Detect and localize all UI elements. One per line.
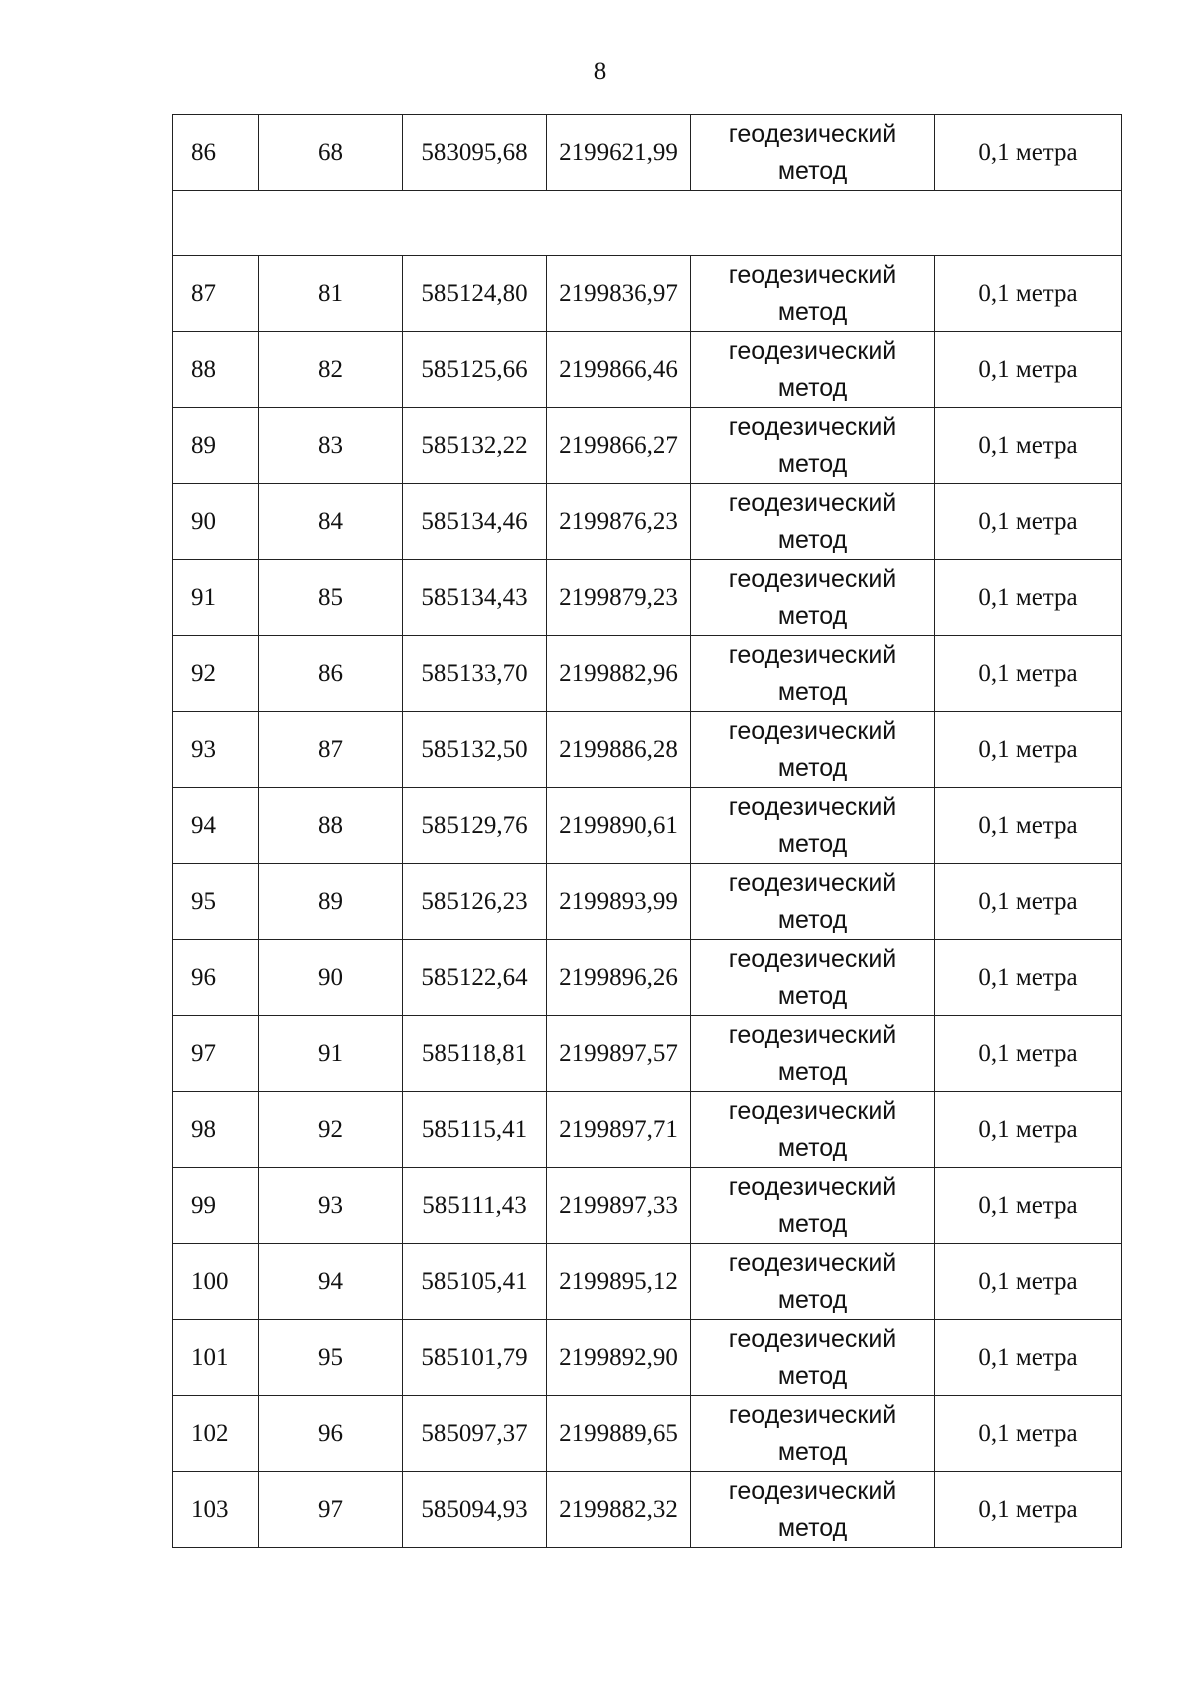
row-number-cell: 88 — [173, 332, 259, 408]
coordinates-table — [172, 114, 1122, 1548]
x-coordinate-cell: 585133,70 — [403, 636, 547, 712]
row-number-cell: 95 — [173, 864, 259, 940]
accuracy-cell: 0,1 метра — [935, 1092, 1122, 1168]
method-line-1: геодезический — [728, 716, 897, 745]
method-line-2: метод — [777, 1133, 848, 1162]
point-number-cell: 84 — [259, 484, 403, 560]
row-number-cell: 93 — [173, 712, 259, 788]
method-cell — [691, 1016, 935, 1092]
method-line-2: метод — [777, 1209, 848, 1238]
page-number: 8 — [593, 58, 607, 85]
method-cell — [691, 560, 935, 636]
method-line-2: метод — [777, 1513, 848, 1542]
method-cell — [691, 940, 935, 1016]
row-number-cell: 94 — [173, 788, 259, 864]
y-coordinate-cell: 2199882,32 — [547, 1472, 691, 1548]
table-row — [173, 1244, 1122, 1320]
method-line-2: метод — [777, 677, 848, 706]
accuracy-cell: 0,1 метра — [935, 636, 1122, 712]
accuracy-cell: 0,1 метра — [935, 1320, 1122, 1396]
method-cell — [691, 864, 935, 940]
method-line-2: метод — [777, 981, 848, 1010]
accuracy-cell: 0,1 метра — [935, 1396, 1122, 1472]
table-body-top — [173, 115, 1122, 191]
method-cell — [691, 115, 935, 191]
method-line-2: метод — [777, 905, 848, 934]
method-line-1: геодезический — [728, 1096, 897, 1125]
accuracy-cell: 0,1 метра — [935, 712, 1122, 788]
method-cell — [691, 484, 935, 560]
method-line-1: геодезический — [728, 260, 897, 289]
row-number-cell: 91 — [173, 560, 259, 636]
table-row — [173, 115, 1122, 191]
point-number-cell: 85 — [259, 560, 403, 636]
y-coordinate-cell: 2199866,46 — [547, 332, 691, 408]
y-coordinate-cell: 2199892,90 — [547, 1320, 691, 1396]
point-number-cell: 91 — [259, 1016, 403, 1092]
point-number-cell: 90 — [259, 940, 403, 1016]
row-number-cell: 86 — [173, 115, 259, 191]
y-coordinate-cell: 2199886,28 — [547, 712, 691, 788]
point-number-cell: 86 — [259, 636, 403, 712]
y-coordinate-cell: 2199895,12 — [547, 1244, 691, 1320]
point-number-cell: 88 — [259, 788, 403, 864]
y-coordinate-cell: 2199879,23 — [547, 560, 691, 636]
x-coordinate-cell: 585111,43 — [403, 1168, 547, 1244]
empty-merged-cell — [173, 191, 1122, 256]
accuracy-cell: 0,1 метра — [935, 1016, 1122, 1092]
row-number-cell: 100 — [173, 1244, 259, 1320]
point-number-cell: 82 — [259, 332, 403, 408]
method-line-2: метод — [777, 1285, 848, 1314]
table-gap-section — [173, 191, 1122, 256]
method-line-2: метод — [777, 297, 848, 326]
method-cell — [691, 636, 935, 712]
point-number-cell: 68 — [259, 115, 403, 191]
method-line-1: геодезический — [728, 1172, 897, 1201]
method-line-1: геодезический — [728, 412, 897, 441]
x-coordinate-cell: 585125,66 — [403, 332, 547, 408]
accuracy-cell: 0,1 метра — [935, 408, 1122, 484]
accuracy-cell: 0,1 метра — [935, 1244, 1122, 1320]
x-coordinate-cell: 585129,76 — [403, 788, 547, 864]
x-coordinate-cell: 585132,22 — [403, 408, 547, 484]
method-cell — [691, 712, 935, 788]
point-number-cell: 93 — [259, 1168, 403, 1244]
row-number-cell: 102 — [173, 1396, 259, 1472]
table-row — [173, 712, 1122, 788]
accuracy-cell: 0,1 метра — [935, 940, 1122, 1016]
point-number-cell: 97 — [259, 1472, 403, 1548]
method-line-1: геодезический — [728, 944, 897, 973]
method-line-1: геодезический — [728, 1400, 897, 1429]
method-cell — [691, 1092, 935, 1168]
method-line-2: метод — [777, 829, 848, 858]
accuracy-cell: 0,1 метра — [935, 115, 1122, 191]
method-line-2: метод — [777, 1361, 848, 1390]
method-cell — [691, 788, 935, 864]
method-cell — [691, 1168, 935, 1244]
x-coordinate-cell: 583095,68 — [403, 115, 547, 191]
x-coordinate-cell: 585122,64 — [403, 940, 547, 1016]
accuracy-cell: 0,1 метра — [935, 788, 1122, 864]
method-line-1: геодезический — [728, 488, 897, 517]
table-row — [173, 408, 1122, 484]
method-line-2: метод — [777, 525, 848, 554]
y-coordinate-cell: 2199897,71 — [547, 1092, 691, 1168]
method-line-1: геодезический — [728, 1020, 897, 1049]
accuracy-cell: 0,1 метра — [935, 1168, 1122, 1244]
table-row — [173, 788, 1122, 864]
y-coordinate-cell: 2199893,99 — [547, 864, 691, 940]
row-number-cell: 99 — [173, 1168, 259, 1244]
x-coordinate-cell: 585134,46 — [403, 484, 547, 560]
table-row — [173, 1092, 1122, 1168]
accuracy-cell: 0,1 метра — [935, 1472, 1122, 1548]
accuracy-cell: 0,1 метра — [935, 484, 1122, 560]
x-coordinate-cell: 585118,81 — [403, 1016, 547, 1092]
row-number-cell: 101 — [173, 1320, 259, 1396]
y-coordinate-cell: 2199897,57 — [547, 1016, 691, 1092]
table-row — [173, 1472, 1122, 1548]
row-number-cell: 89 — [173, 408, 259, 484]
row-number-cell: 87 — [173, 256, 259, 332]
method-line-1: геодезический — [728, 119, 897, 148]
accuracy-cell: 0,1 метра — [935, 560, 1122, 636]
y-coordinate-cell: 2199836,97 — [547, 256, 691, 332]
y-coordinate-cell: 2199866,27 — [547, 408, 691, 484]
point-number-cell: 89 — [259, 864, 403, 940]
method-line-1: геодезический — [728, 792, 897, 821]
row-number-cell: 103 — [173, 1472, 259, 1548]
x-coordinate-cell: 585115,41 — [403, 1092, 547, 1168]
method-cell — [691, 256, 935, 332]
method-line-2: метод — [777, 449, 848, 478]
x-coordinate-cell: 585132,50 — [403, 712, 547, 788]
table-row — [173, 940, 1122, 1016]
x-coordinate-cell: 585105,41 — [403, 1244, 547, 1320]
method-cell — [691, 332, 935, 408]
method-line-1: геодезический — [728, 640, 897, 669]
point-number-cell: 83 — [259, 408, 403, 484]
method-cell — [691, 408, 935, 484]
method-line-2: метод — [777, 1057, 848, 1086]
accuracy-cell: 0,1 метра — [935, 332, 1122, 408]
table-row — [173, 864, 1122, 940]
y-coordinate-cell: 2199896,26 — [547, 940, 691, 1016]
row-number-cell: 92 — [173, 636, 259, 712]
method-line-1: геодезический — [728, 1476, 897, 1505]
y-coordinate-cell: 2199890,61 — [547, 788, 691, 864]
point-number-cell: 96 — [259, 1396, 403, 1472]
row-number-cell: 98 — [173, 1092, 259, 1168]
table-row — [173, 1168, 1122, 1244]
method-line-1: геодезический — [728, 336, 897, 365]
table-row — [173, 560, 1122, 636]
method-cell — [691, 1244, 935, 1320]
table-body-main — [173, 256, 1122, 1548]
method-line-2: метод — [777, 1437, 848, 1466]
method-line-2: метод — [777, 601, 848, 630]
y-coordinate-cell: 2199897,33 — [547, 1168, 691, 1244]
accuracy-cell: 0,1 метра — [935, 864, 1122, 940]
y-coordinate-cell: 2199876,23 — [547, 484, 691, 560]
x-coordinate-cell: 585134,43 — [403, 560, 547, 636]
table-row — [173, 636, 1122, 712]
table-row — [173, 332, 1122, 408]
method-line-2: метод — [777, 753, 848, 782]
method-line-1: геодезический — [728, 1324, 897, 1353]
method-line-1: геодезический — [728, 564, 897, 593]
y-coordinate-cell: 2199882,96 — [547, 636, 691, 712]
method-cell — [691, 1472, 935, 1548]
point-number-cell: 95 — [259, 1320, 403, 1396]
method-line-2: метод — [777, 156, 848, 185]
method-cell — [691, 1396, 935, 1472]
table-row — [173, 1320, 1122, 1396]
y-coordinate-cell: 2199621,99 — [547, 115, 691, 191]
row-number-cell: 90 — [173, 484, 259, 560]
method-line-2: метод — [777, 373, 848, 402]
x-coordinate-cell: 585126,23 — [403, 864, 547, 940]
table-row — [173, 1396, 1122, 1472]
point-number-cell: 94 — [259, 1244, 403, 1320]
method-line-1: геодезический — [728, 1248, 897, 1277]
x-coordinate-cell: 585097,37 — [403, 1396, 547, 1472]
y-coordinate-cell: 2199889,65 — [547, 1396, 691, 1472]
point-number-cell: 81 — [259, 256, 403, 332]
table-row — [173, 1016, 1122, 1092]
x-coordinate-cell: 585101,79 — [403, 1320, 547, 1396]
point-number-cell: 92 — [259, 1092, 403, 1168]
table-row — [173, 256, 1122, 332]
x-coordinate-cell: 585124,80 — [403, 256, 547, 332]
x-coordinate-cell: 585094,93 — [403, 1472, 547, 1548]
empty-separator-row — [173, 191, 1122, 256]
table-row — [173, 484, 1122, 560]
method-cell — [691, 1320, 935, 1396]
method-line-1: геодезический — [728, 868, 897, 897]
row-number-cell: 96 — [173, 940, 259, 1016]
accuracy-cell: 0,1 метра — [935, 256, 1122, 332]
point-number-cell: 87 — [259, 712, 403, 788]
row-number-cell: 97 — [173, 1016, 259, 1092]
